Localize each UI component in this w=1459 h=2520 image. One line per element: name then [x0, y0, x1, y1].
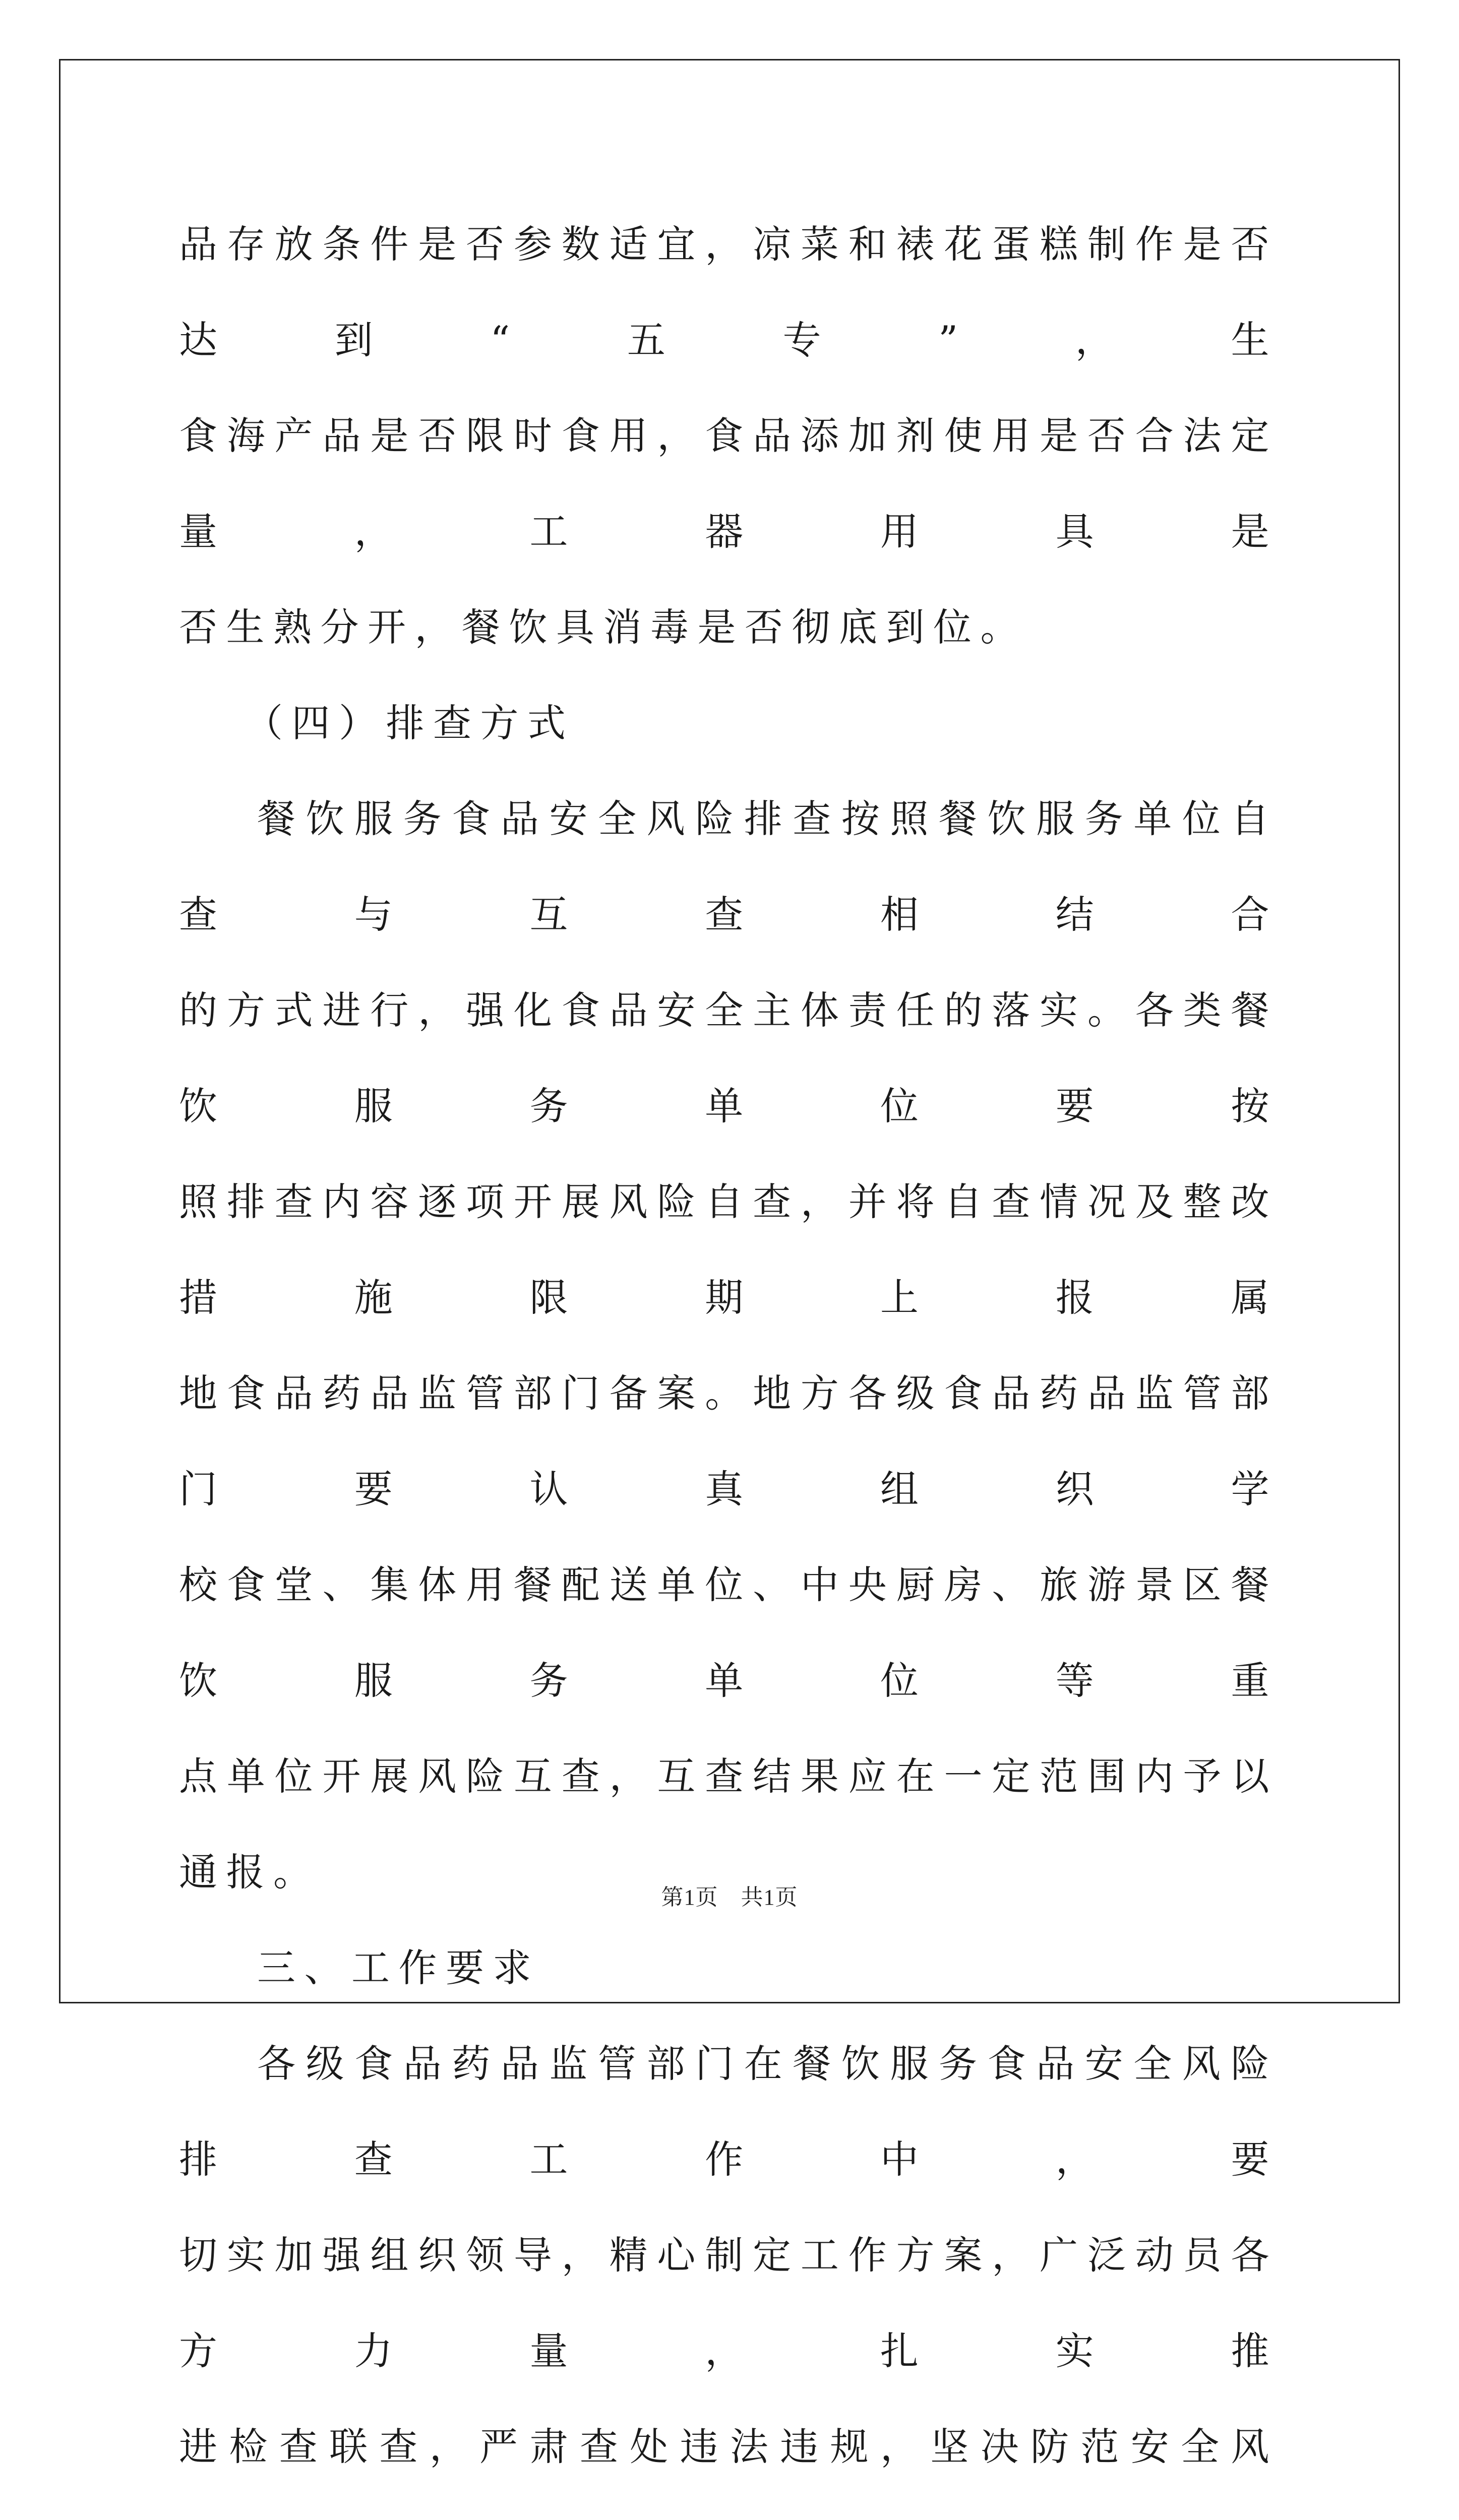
- paragraph-1-line-1: 品存放条件是否参数适宜，凉菜和裱花蛋糕制作是否达到“五专”，生: [179, 222, 1278, 362]
- paragraph-3-line-1: 餐饮服务食品安全风险排查按照餐饮服务单位自查与互查相结合: [179, 796, 1278, 937]
- paragraph-1-line-3: 否生熟分开，餐饮具消毒是否彻底到位。: [179, 605, 1027, 650]
- paragraph-3-line-2: 的方式进行，强化食品安全主体责任的落实。各类餐饮服务单位要按: [179, 988, 1278, 1128]
- paragraph-1-line-2: 食海产品是否限时食用，食品添加剂使用是否合法定量，工器用具是: [179, 413, 1278, 554]
- paragraph-5-line-2: 切实加强组织领导，精心制定工作方案，广泛动员各方力量，扎实推: [179, 2233, 1278, 2373]
- paragraph-5-line-1: 各级食品药品监管部门在餐饮服务食品安全风险排查工作中，要: [179, 2041, 1278, 2182]
- paragraph-3-line-5: 校食堂、集体用餐配送单位、中央厨房、旅游景区餐饮服务单位等重: [179, 1562, 1278, 1703]
- document-body: [179, 197, 1278, 2520]
- paragraph-3-line-4: 地食品药品监管部门备案。地方各级食品药品监管部门要认真组织学: [179, 1371, 1278, 1511]
- page-footer: 第1页 共1页: [661, 1885, 798, 1910]
- paragraph-3-line-3: 照排查内容逐项开展风险自查，并将自查情况及整改措施限期上报属: [179, 1179, 1278, 1320]
- paragraph-3-line-6: 点单位开展风险互查，互查结果应在一定范围内予以通报。: [179, 1754, 1278, 1895]
- paragraph-5-line-3: 进检查联查，严肃查处违法违规，坚决防范安全风: [179, 2424, 1278, 2469]
- section-heading-4: （四）排查方式: [245, 701, 575, 745]
- section-heading-3: 三、工作要求: [257, 1945, 540, 1990]
